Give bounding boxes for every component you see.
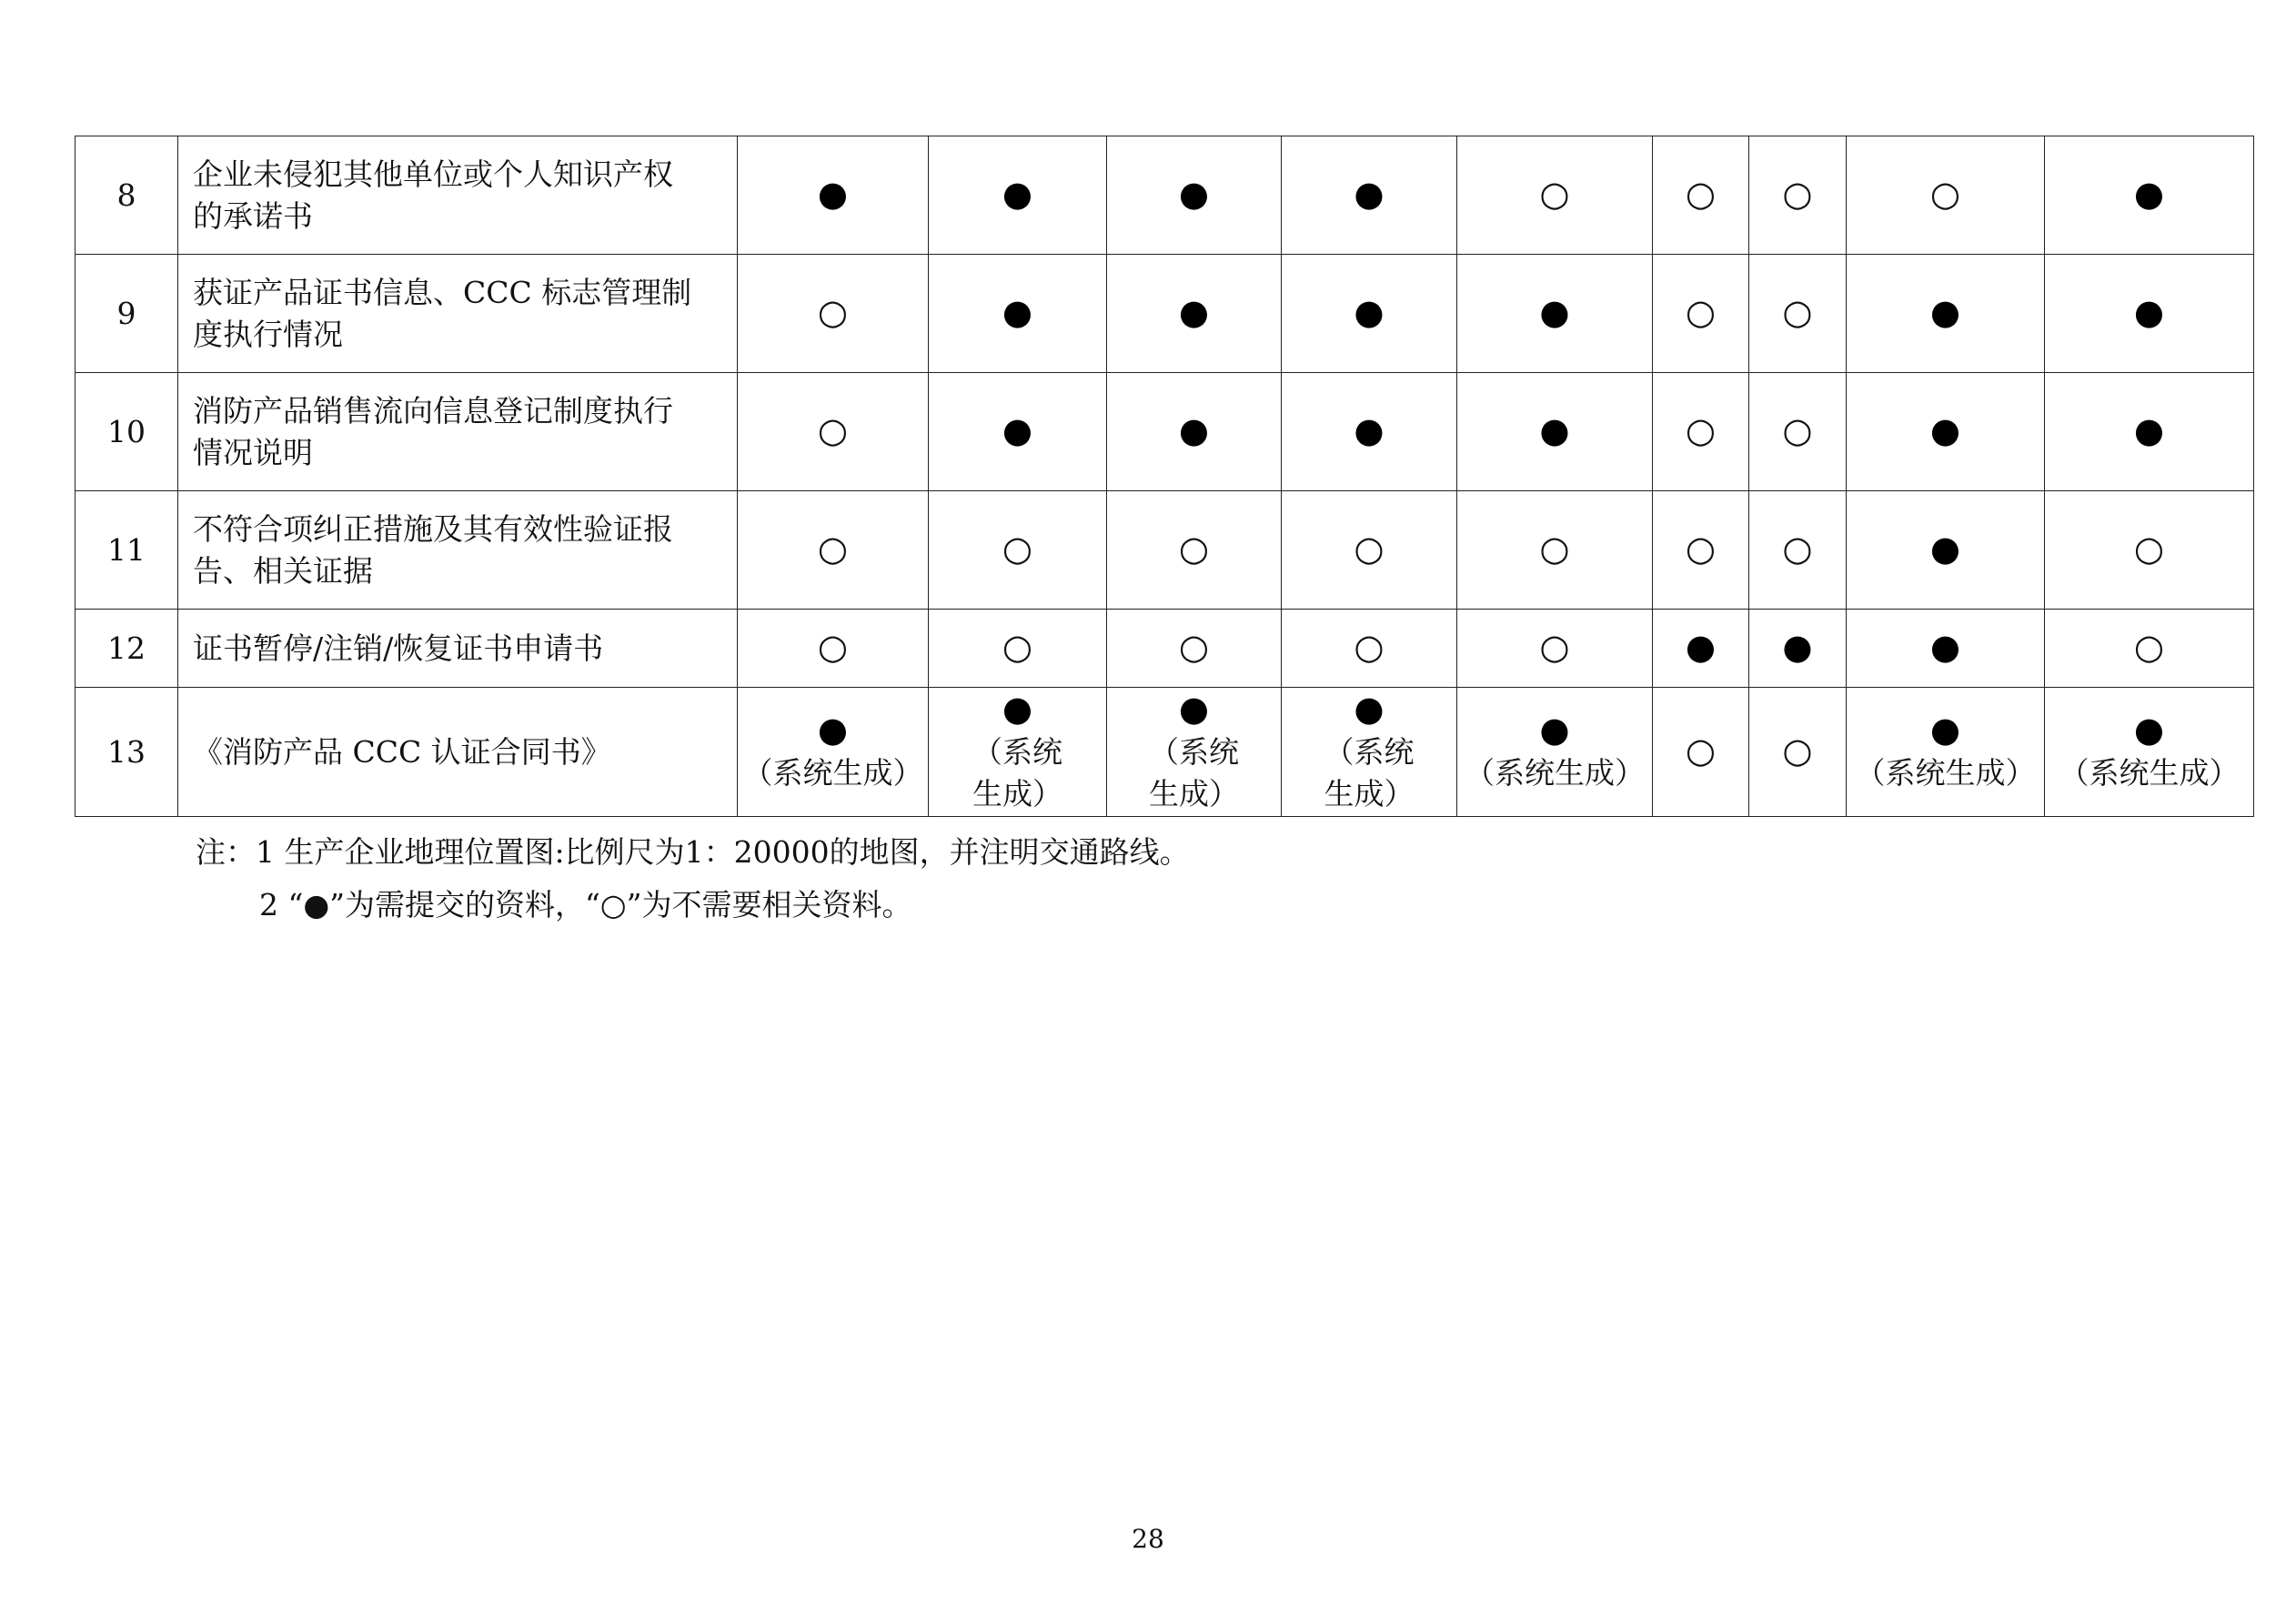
requirement-cell [929, 255, 1107, 373]
requirement-cell [1282, 373, 1457, 491]
row-description: 不符合项纠正措施及其有效性验证报 告、相关证据 [178, 491, 738, 610]
requirement-cell [2045, 610, 2254, 688]
filled-circle-icon: ● [1539, 410, 1570, 450]
table-row [76, 255, 2254, 373]
empty-circle-icon: ○ [1929, 174, 1961, 214]
filled-circle-icon: ● [1002, 292, 1033, 332]
system-generated-note: （系统 生成） [972, 734, 1062, 812]
table-row [76, 491, 2254, 610]
filled-circle-icon: ● [1929, 292, 1961, 332]
requirement-cell [929, 373, 1107, 491]
requirement-cell [1282, 610, 1457, 688]
page-number: 28 [1132, 1524, 1164, 1554]
filled-circle-icon: ● [817, 710, 849, 750]
filled-circle-icon: ● [2133, 174, 2165, 214]
row-number: 8 [76, 136, 178, 255]
requirement-cell [1653, 610, 1749, 688]
requirement-cell [738, 688, 929, 817]
requirement-cell [1282, 136, 1457, 255]
system-generated-note: （系统 生成） [1324, 734, 1415, 812]
requirement-cell [2045, 136, 2254, 255]
requirement-cell [1653, 491, 1749, 610]
requirement-cell [1749, 373, 1847, 491]
filled-circle-icon: ● [1354, 292, 1385, 332]
empty-circle-icon: ○ [2133, 529, 2165, 569]
empty-circle-icon: ○ [1782, 410, 1813, 450]
empty-circle-icon: ○ [1782, 292, 1813, 332]
filled-circle-icon: ● [1002, 410, 1033, 450]
empty-circle-icon: ○ [1782, 529, 1813, 569]
requirement-cell [1107, 255, 1282, 373]
requirement-cell [1107, 136, 1282, 255]
row-number: 10 [76, 373, 178, 491]
filled-circle-icon: ● [1539, 292, 1570, 332]
row-number: 12 [76, 610, 178, 688]
empty-circle-icon: ○ [1685, 410, 1717, 450]
requirement-cell [1847, 491, 2045, 610]
requirement-cell [2045, 491, 2254, 610]
requirement-cell [1749, 136, 1847, 255]
requirement-cell [738, 610, 929, 688]
row-description: 企业未侵犯其他单位或个人知识产权 的承诺书 [178, 136, 738, 255]
requirement-cell [929, 491, 1107, 610]
filled-circle-icon: ● [1782, 627, 1813, 667]
requirement-cell [1107, 373, 1282, 491]
requirement-cell [1847, 688, 2045, 817]
system-generated-note: （系统生成） [2059, 755, 2240, 791]
requirement-cell [1457, 610, 1653, 688]
empty-circle-icon: ○ [1685, 292, 1717, 332]
requirement-cell [1847, 610, 2045, 688]
requirement-cell [2045, 373, 2254, 491]
requirement-cell [1653, 688, 1749, 817]
empty-circle-icon: ○ [1002, 529, 1033, 569]
requirement-cell [2045, 255, 2254, 373]
requirement-cell [1457, 688, 1653, 817]
filled-circle-icon: ● [2133, 710, 2165, 750]
empty-circle-icon: ○ [817, 529, 849, 569]
requirement-cell [1749, 491, 1847, 610]
filled-circle-icon: ● [1929, 627, 1961, 667]
filled-circle-icon: ● [1178, 292, 1210, 332]
requirement-cell [1847, 255, 2045, 373]
requirement-cell [1107, 491, 1282, 610]
filled-circle-icon: ● [1929, 529, 1961, 569]
filled-circle-icon: ● [1929, 710, 1961, 750]
empty-circle-icon: ○ [1539, 529, 1570, 569]
requirement-cell [1107, 688, 1282, 817]
filled-circle-icon: ● [817, 174, 849, 214]
requirement-cell [1653, 255, 1749, 373]
row-description: 获证产品证书信息、CCC 标志管理制 度执行情况 [178, 255, 738, 373]
filled-circle-icon: ● [1539, 710, 1570, 750]
requirement-cell [738, 255, 929, 373]
requirement-cell [929, 688, 1107, 817]
row-number: 9 [76, 255, 178, 373]
requirement-cell [1282, 255, 1457, 373]
filled-circle-icon: ● [1354, 689, 1385, 729]
system-generated-note: （系统生成） [742, 755, 923, 791]
table-row [76, 688, 2254, 817]
empty-circle-icon: ○ [1685, 174, 1717, 214]
requirement-cell [738, 491, 929, 610]
empty-circle-icon: ○ [817, 292, 849, 332]
requirement-cell [929, 136, 1107, 255]
empty-circle-icon: ○ [1178, 627, 1210, 667]
footnote-2: 2 “●”为需提交的资料，“○”为不需要相关资料。 [259, 887, 912, 922]
requirement-cell [1282, 688, 1457, 817]
requirement-cell [1457, 255, 1653, 373]
table-body [76, 136, 2254, 817]
empty-circle-icon: ○ [1685, 731, 1717, 771]
requirement-cell [1457, 136, 1653, 255]
table-row [76, 136, 2254, 255]
row-number: 11 [76, 491, 178, 610]
requirement-cell [738, 136, 929, 255]
requirement-cell [1653, 373, 1749, 491]
requirement-cell [1749, 688, 1847, 817]
filled-circle-icon: ● [1178, 410, 1210, 450]
filled-circle-icon: ● [1002, 174, 1033, 214]
row-description: 《消防产品 CCC 认证合同书》 [178, 688, 738, 817]
empty-circle-icon: ○ [1782, 731, 1813, 771]
requirements-table [75, 136, 2254, 817]
requirement-cell [1749, 255, 1847, 373]
empty-circle-icon: ○ [1354, 627, 1385, 667]
requirement-cell [1847, 136, 2045, 255]
filled-circle-icon: ● [1685, 627, 1717, 667]
filled-circle-icon: ● [1354, 410, 1385, 450]
empty-circle-icon: ○ [1354, 529, 1385, 569]
empty-circle-icon: ○ [1685, 529, 1717, 569]
filled-circle-icon: ● [1354, 174, 1385, 214]
empty-circle-icon: ○ [1539, 627, 1570, 667]
requirement-cell [1749, 610, 1847, 688]
empty-circle-icon: ○ [1178, 529, 1210, 569]
filled-circle-icon: ● [1929, 410, 1961, 450]
empty-circle-icon: ○ [1002, 627, 1033, 667]
requirement-cell [738, 373, 929, 491]
empty-circle-icon: ○ [1782, 174, 1813, 214]
requirement-cell [1457, 373, 1653, 491]
empty-circle-icon: ○ [817, 410, 849, 450]
footnote-1: 注：1 生产企业地理位置图:比例尺为1：20000的地图，并注明交通路线。 [196, 834, 1190, 870]
empty-circle-icon: ○ [2133, 627, 2165, 667]
system-generated-note: （系统 生成） [1149, 734, 1239, 812]
filled-circle-icon: ● [1178, 689, 1210, 729]
empty-circle-icon: ○ [1539, 174, 1570, 214]
empty-circle-icon: ○ [817, 627, 849, 667]
row-description: 消防产品销售流向信息登记制度执行 情况说明 [178, 373, 738, 491]
row-number: 13 [76, 688, 178, 817]
row-description: 证书暂停/注销/恢复证书申请书 [178, 610, 738, 688]
requirement-cell [2045, 688, 2254, 817]
table-row [76, 610, 2254, 688]
requirement-cell [1107, 610, 1282, 688]
system-generated-note: （系统生成） [1465, 755, 1645, 791]
requirement-cell [929, 610, 1107, 688]
system-generated-note: （系统生成） [1855, 755, 2036, 791]
filled-circle-icon: ● [1178, 174, 1210, 214]
filled-circle-icon: ● [2133, 292, 2165, 332]
requirement-cell [1457, 491, 1653, 610]
requirement-cell [1653, 136, 1749, 255]
requirement-cell [1282, 491, 1457, 610]
footnotes [196, 826, 1190, 932]
filled-circle-icon: ● [1002, 689, 1033, 729]
table-row [76, 373, 2254, 491]
requirement-cell [1847, 373, 2045, 491]
filled-circle-icon: ● [2133, 410, 2165, 450]
